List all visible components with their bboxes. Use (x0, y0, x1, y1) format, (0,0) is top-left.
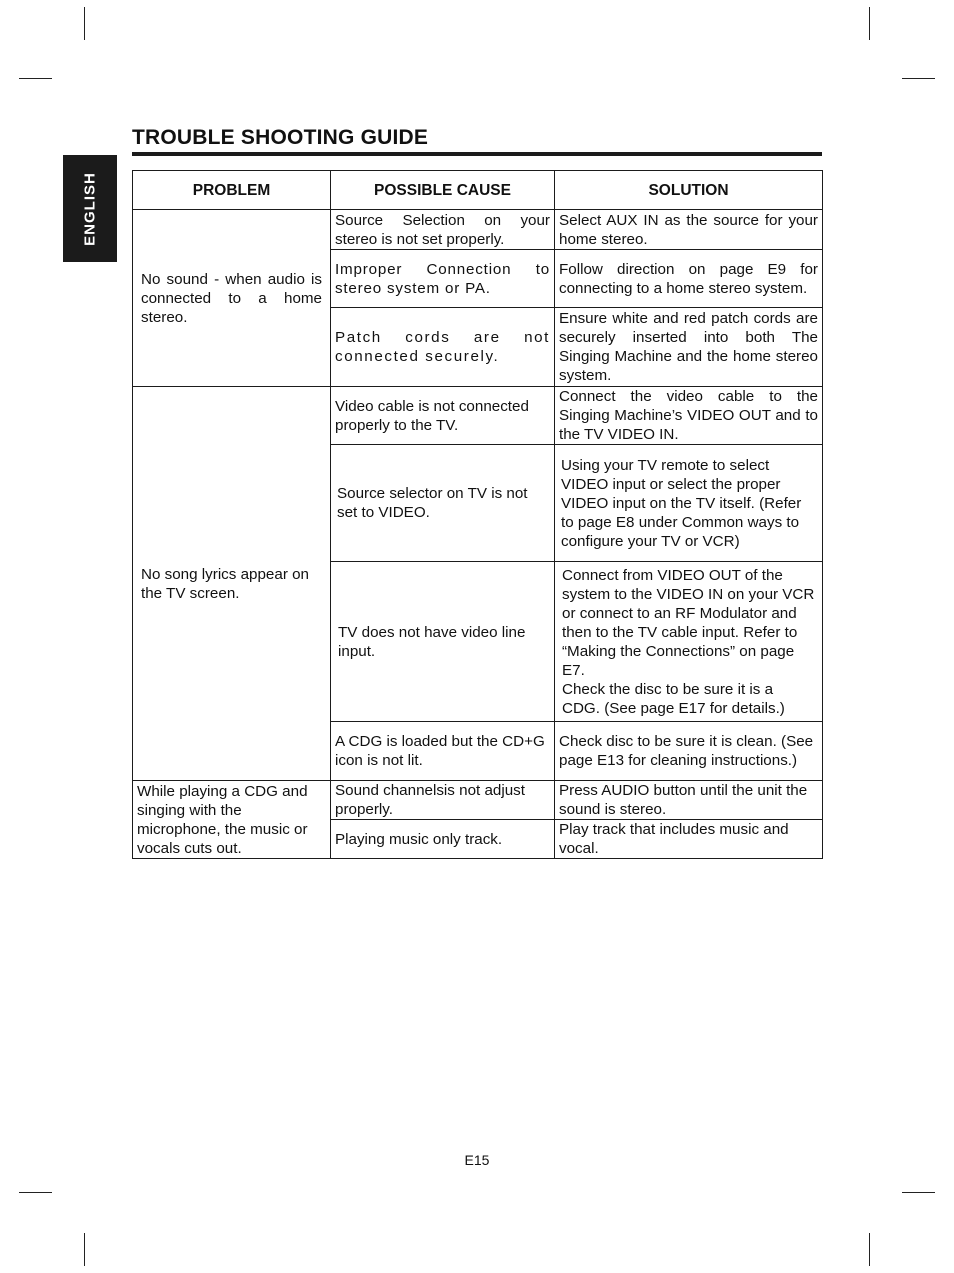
cause-cell: Source selector on TV is not set to VIDEO. (331, 445, 555, 562)
cause-cell: TV does not have video line input. (331, 562, 555, 722)
solution-cell (555, 562, 823, 722)
crop-mark (902, 78, 935, 79)
cause-cell: Patch cords are not connected securely. (331, 308, 555, 387)
page-number: E15 (464, 1152, 490, 1168)
table-row (133, 781, 823, 820)
language-tab-label: ENGLISH (81, 171, 99, 246)
cause-cell: Source Selection on your stereo is not set properly. (331, 210, 555, 250)
column-header-problem: PROBLEM (133, 171, 331, 210)
crop-mark (84, 1233, 85, 1266)
problem-cell: No sound - when audio is connected to a home stereo. (133, 210, 331, 387)
crop-mark (19, 78, 52, 79)
solution-cell: Press AUDIO button until the unit the sound is stereo. (555, 781, 823, 820)
crop-mark (869, 1233, 870, 1266)
cause-cell: Improper Connection to stereo system or PA. (331, 250, 555, 308)
solution-cell: Check disc to be sure it is clean. (See page E13 for cleaning instructions.) (555, 722, 823, 781)
cause-cell: Video cable is not connected properly to the TV. (331, 387, 555, 445)
crop-mark (902, 1192, 935, 1193)
language-tab (63, 155, 117, 262)
solution-cell: Ensure white and red patch cords are securely inserted into both The Singing Machine and the home stereo system. (555, 308, 823, 387)
cause-cell: Sound channelsis not adjust properly. (331, 781, 555, 820)
solution-cell: Play track that includes music and vocal. (555, 820, 823, 859)
table-header-row (133, 171, 823, 210)
solution-cell: Select AUX IN as the source for your home stereo. (555, 210, 823, 250)
column-header-cause: POSSIBLE CAUSE (331, 171, 555, 210)
solution-cell: Using your TV remote to select VIDEO input or select the proper VIDEO input on the TV itself. (Refer to page E8 under Common ways to configure your TV or VCR) (555, 445, 823, 562)
solution-cell: Follow direction on page E9 for connecting to a home stereo system. (555, 250, 823, 308)
table-row (133, 387, 823, 445)
solution-text-secondary: Check the disc to be sure it is a CDG. (See page E17 for details.) (562, 680, 785, 717)
solution-cell: Connect the video cable to the Singing Machine’s VIDEO OUT and to the TV VIDEO IN. (555, 387, 823, 445)
page-title: TROUBLE SHOOTING GUIDE (132, 126, 429, 149)
solution-text: Connect from VIDEO OUT of the system to the VIDEO IN on your VCR or connect to an RF Modulator and then to the TV cable input. Refer to “Making the Connections” on page E7. (562, 566, 815, 679)
title-rule (132, 152, 822, 156)
table-row (133, 210, 823, 250)
cause-cell: A CDG is loaded but the CD+G icon is not lit. (331, 722, 555, 781)
column-header-solution: SOLUTION (555, 171, 823, 210)
troubleshooting-table (132, 170, 823, 859)
crop-mark (19, 1192, 52, 1193)
problem-cell: While playing a CDG and singing with the microphone, the music or vocals cuts out. (133, 781, 331, 859)
crop-mark (84, 7, 85, 40)
problem-cell: No song lyrics appear on the TV screen. (133, 387, 331, 781)
cause-cell: Playing music only track. (331, 820, 555, 859)
crop-mark (869, 7, 870, 40)
